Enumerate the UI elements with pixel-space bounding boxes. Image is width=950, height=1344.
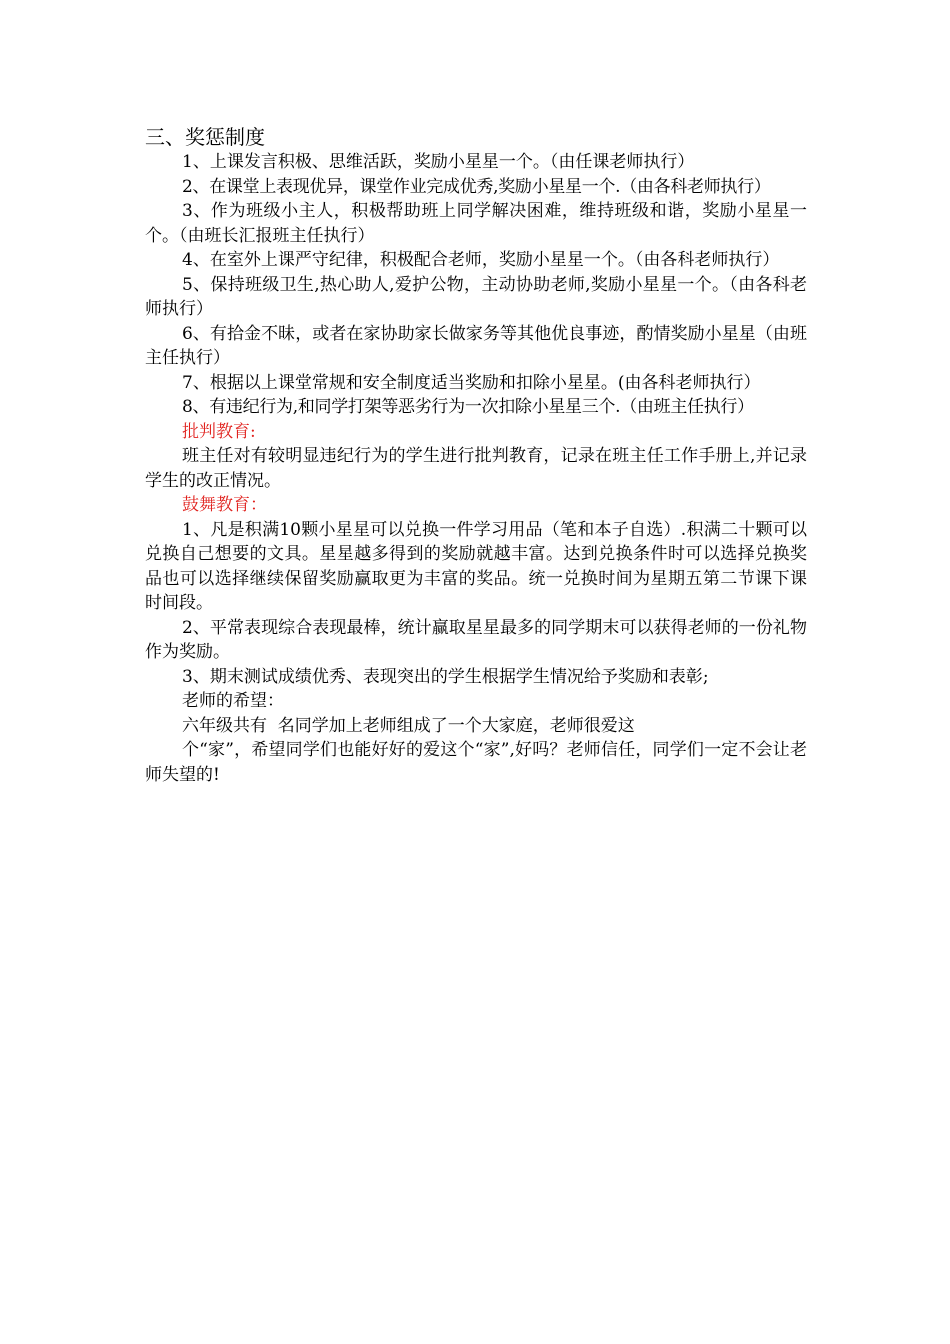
hope-heading: 老师的希望： xyxy=(182,691,284,711)
criticism-heading: 批判教育: xyxy=(182,421,256,442)
rule-item: 8、有违纪行为,和同学打架等恶劣行为一次扣除小星星三个.（由班主任执行） xyxy=(182,397,754,417)
encouragement-heading: 鼓舞教育： xyxy=(182,495,267,515)
encouragement-item: 2、平常表现综合表现最棒，统计赢取星星最多的同学期末可以获得老师的一份礼物作为奖励。 xyxy=(145,617,807,662)
rule-item: 3、作为班级小主人，积极帮助班上同学解决困难，维持班级和谐，奖励小星星一个。（由班长汇报班主任执行） xyxy=(145,201,807,246)
rule-item: 5、保持班级卫生,热心助人,爱护公物，主动协助老师,奖励小星星一个。（由各科老师执行） xyxy=(145,274,807,319)
document-page xyxy=(145,124,807,787)
rule-item: 6、有拾金不昧，或者在家协助家长做家务等其他优良事迹，酌情奖励小星星（由班主任执行） xyxy=(145,323,807,368)
criticism-text: 班主任对有较明显违纪行为的学生进行批判教育，记录在班主任工作手册上,并记录学生的改正情况。 xyxy=(145,446,807,491)
rule-item: 7、根据以上课堂常规和安全制度适当奖励和扣除小星星。(由各科老师执行） xyxy=(182,372,761,393)
rule-item: 4、在室外上课严守纪律，积极配合老师，奖励小星星一个。（由各科老师执行） xyxy=(182,250,780,270)
encouragement-item: 1、凡是积满10颗小星星可以兑换一件学习用品（笔和本子自选）.积满二十颗可以兑换自己想要的文具。星星越多得到的奖励就越丰富。达到兑换条件时可以选择兑换奖品也可以选择继续保留奖励赢取更为丰富的奖品。统一兑换时间为星期五第二节课下课时间段。 xyxy=(145,519,807,613)
encouragement-item: 3、期末测试成绩优秀、表现突出的学生根据学生情况给予奖励和表彰; xyxy=(182,666,709,687)
section-title: 三、奖惩制度 xyxy=(145,125,265,149)
hope-line-1: 六年级共有 名同学加上老师组成了一个大家庭，老师很爱这 xyxy=(182,715,635,736)
hope-line-2: 个“家”，希望同学们也能好好的爱这个“家”,好吗？老师信任，同学们一定不会让老师失望的! xyxy=(145,740,807,785)
rule-item: 1、上课发言积极、思维活跃，奖励小星星一个。（由任课老师执行） xyxy=(182,152,695,172)
rule-item: 2、在课堂上表现优异，课堂作业完成优秀,奖励小星星一个.（由各科老师执行） xyxy=(182,176,771,197)
